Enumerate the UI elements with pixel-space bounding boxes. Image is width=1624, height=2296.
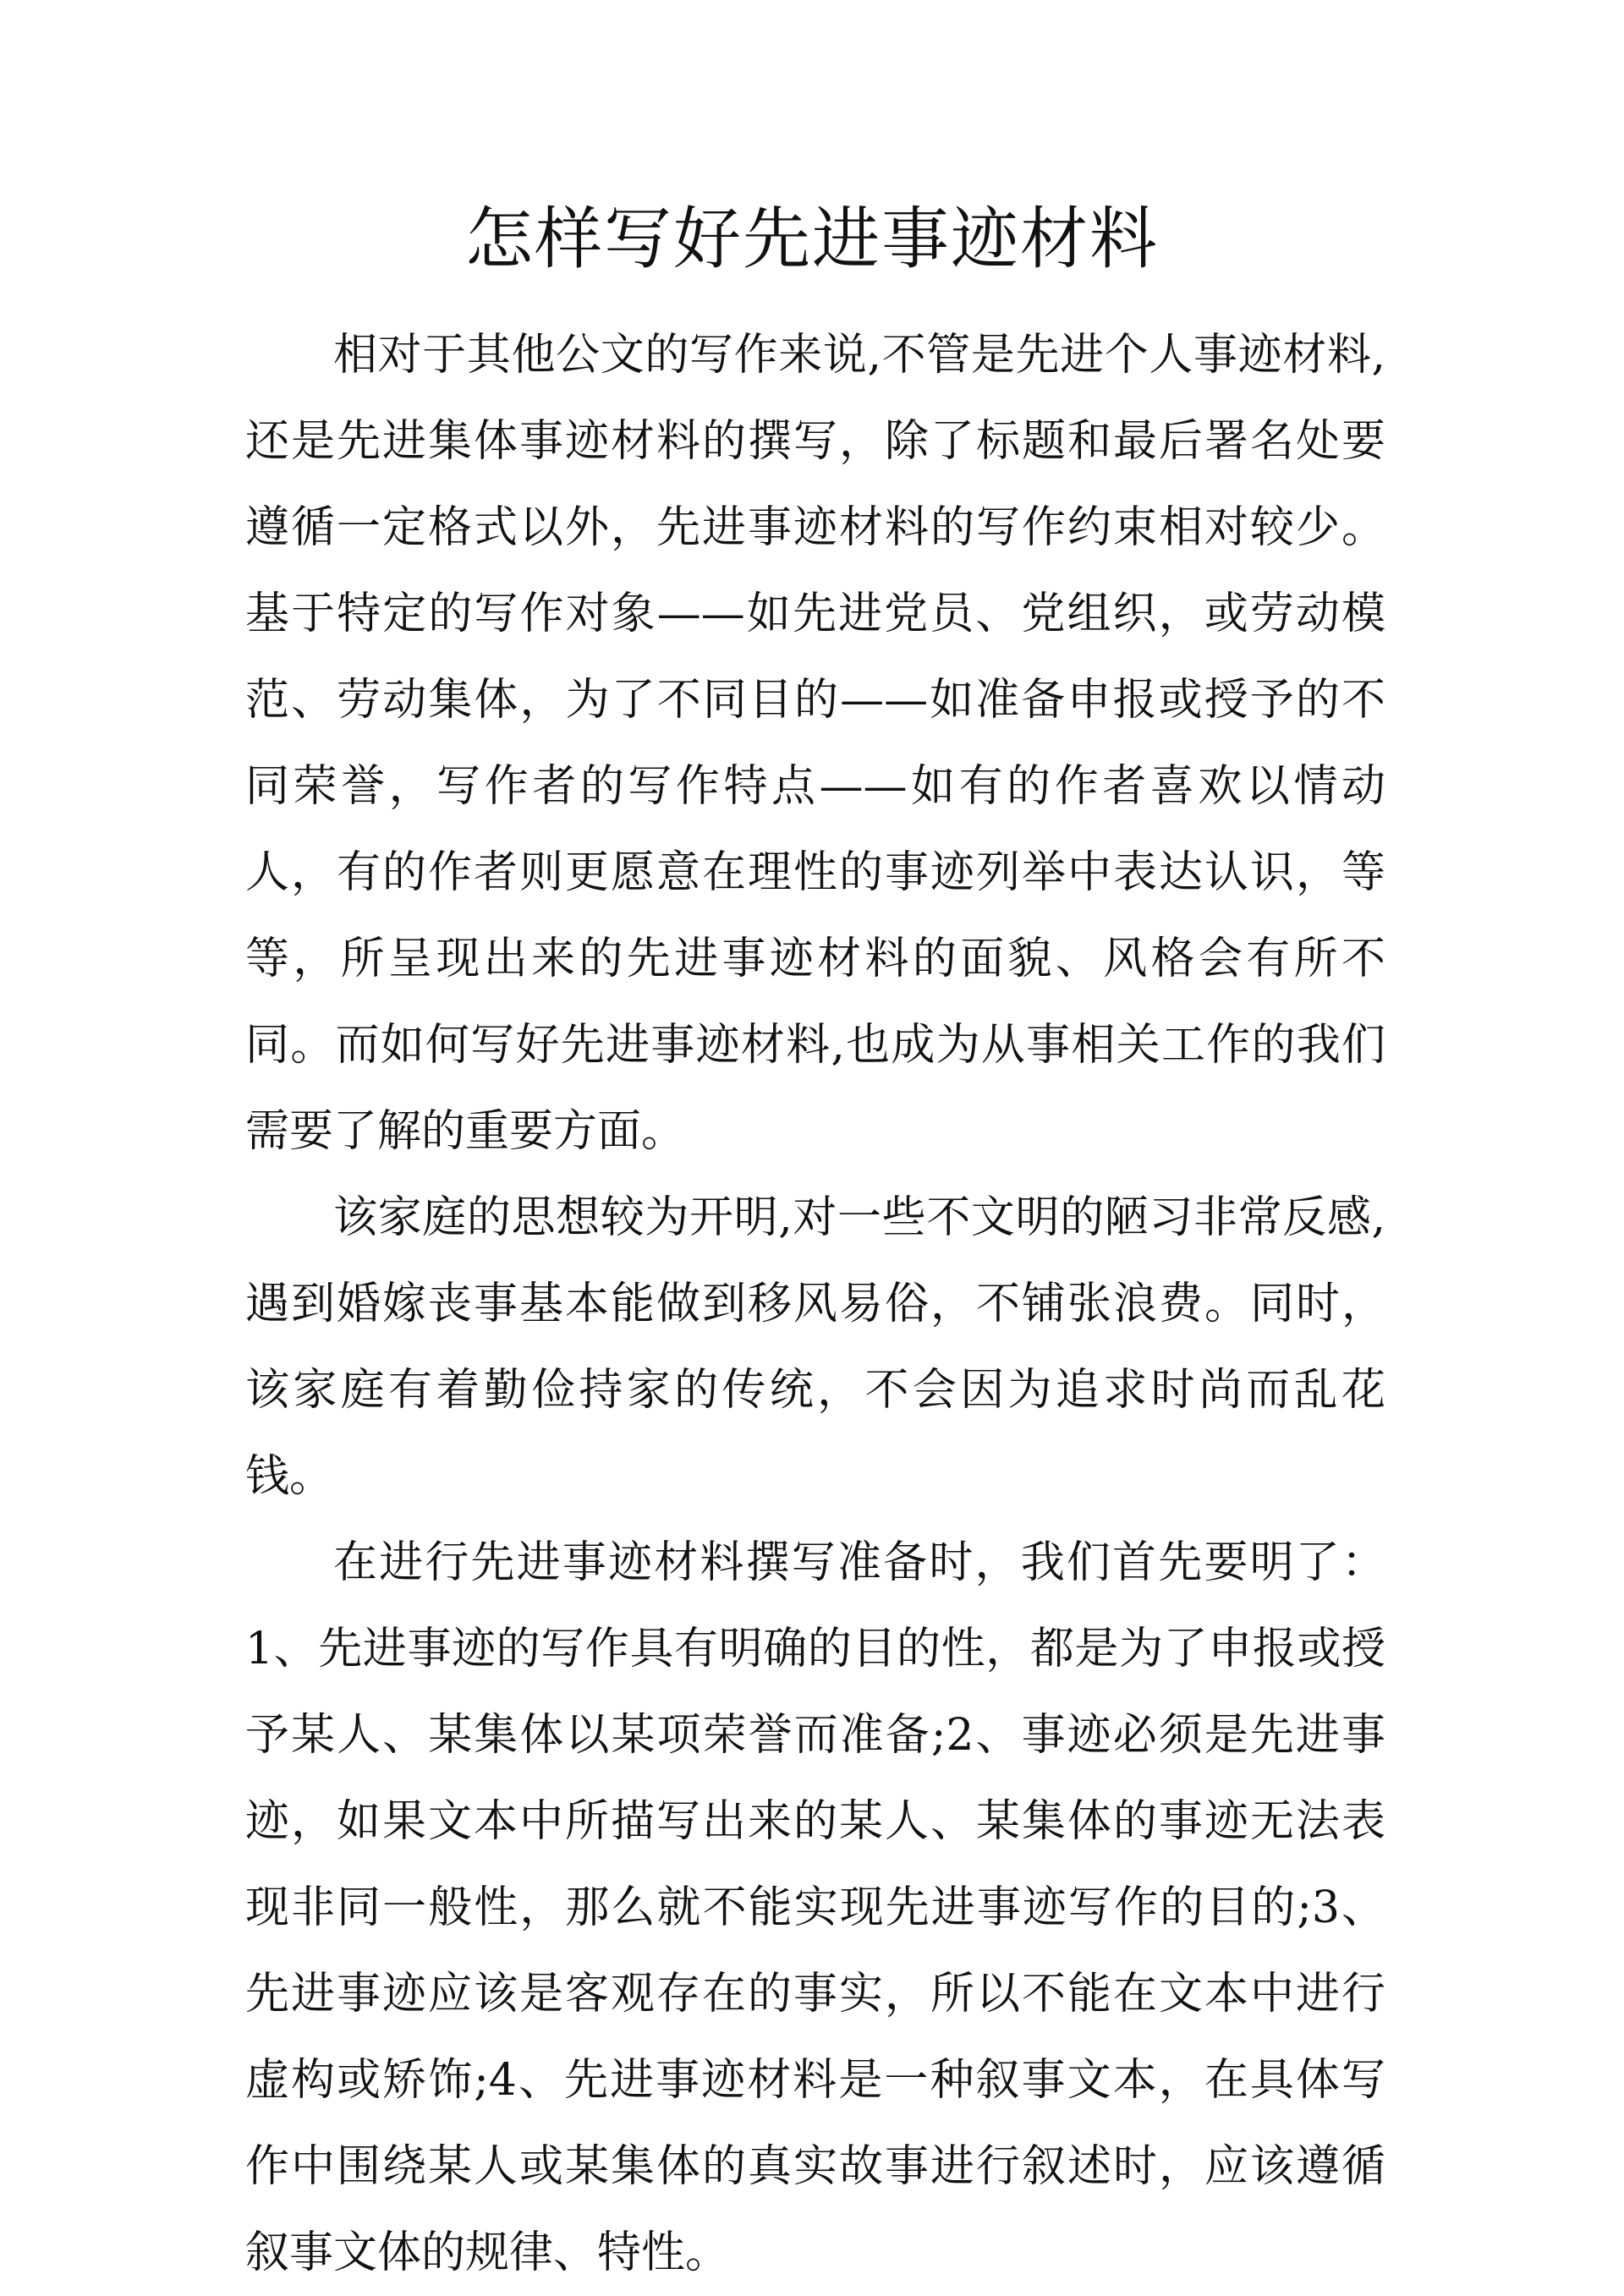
paragraph-2: 该家庭的思想较为开明,对一些不文明的陋习非常反感,遇到婚嫁丧事基本能做到移风易俗，不铺张浪费。同时，该家庭有着勤俭持家的传统，不会因为追求时尚而乱花钱。 (245, 1192, 1385, 1502)
document-body (245, 312, 1385, 2296)
paragraph-3: 在进行先进事迹材料撰写准备时，我们首先要明了：1、先进事迹的写作具有明确的目的性，都是为了申报或授予某人、某集体以某项荣誉而准备;2、事迹必须是先进事迹，如果文本中所描写出来的某人、某集体的事迹无法表现非同一般性，那么就不能实现先进事迹写作的目的;3、先进事迹应该是客观存在的事实，所以不能在文本中进行虚构或矫饰;4、先进事迹材料是一种叙事文本，在具体写作中围绕某人或某集体的真实故事进行叙述时，应该遵循叙事文体的规律、特性。 (245, 1537, 1385, 2278)
document-title: 怎样写好先进事迹材料 (465, 200, 1159, 278)
paragraph-1: 相对于其他公文的写作来说,不管是先进个人事迹材料,还是先进集体事迹材料的撰写，除了标题和最后署名处要遵循一定格式以外，先进事迹材料的写作约束相对较少。基于特定的写作对象——如先进党员、党组织，或劳动模范、劳动集体，为了不同目的——如准备申报或授予的不同荣誉，写作者的写作特点——如有的作者喜欢以情动人，有的作者则更愿意在理性的事迹列举中表达认识，等等，所呈现出来的先进事迹材料的面貌、风格会有所不同。而如何写好先进事迹材料,也成为从事相关工作的我们需要了解的重要方面。 (245, 330, 1385, 1157)
